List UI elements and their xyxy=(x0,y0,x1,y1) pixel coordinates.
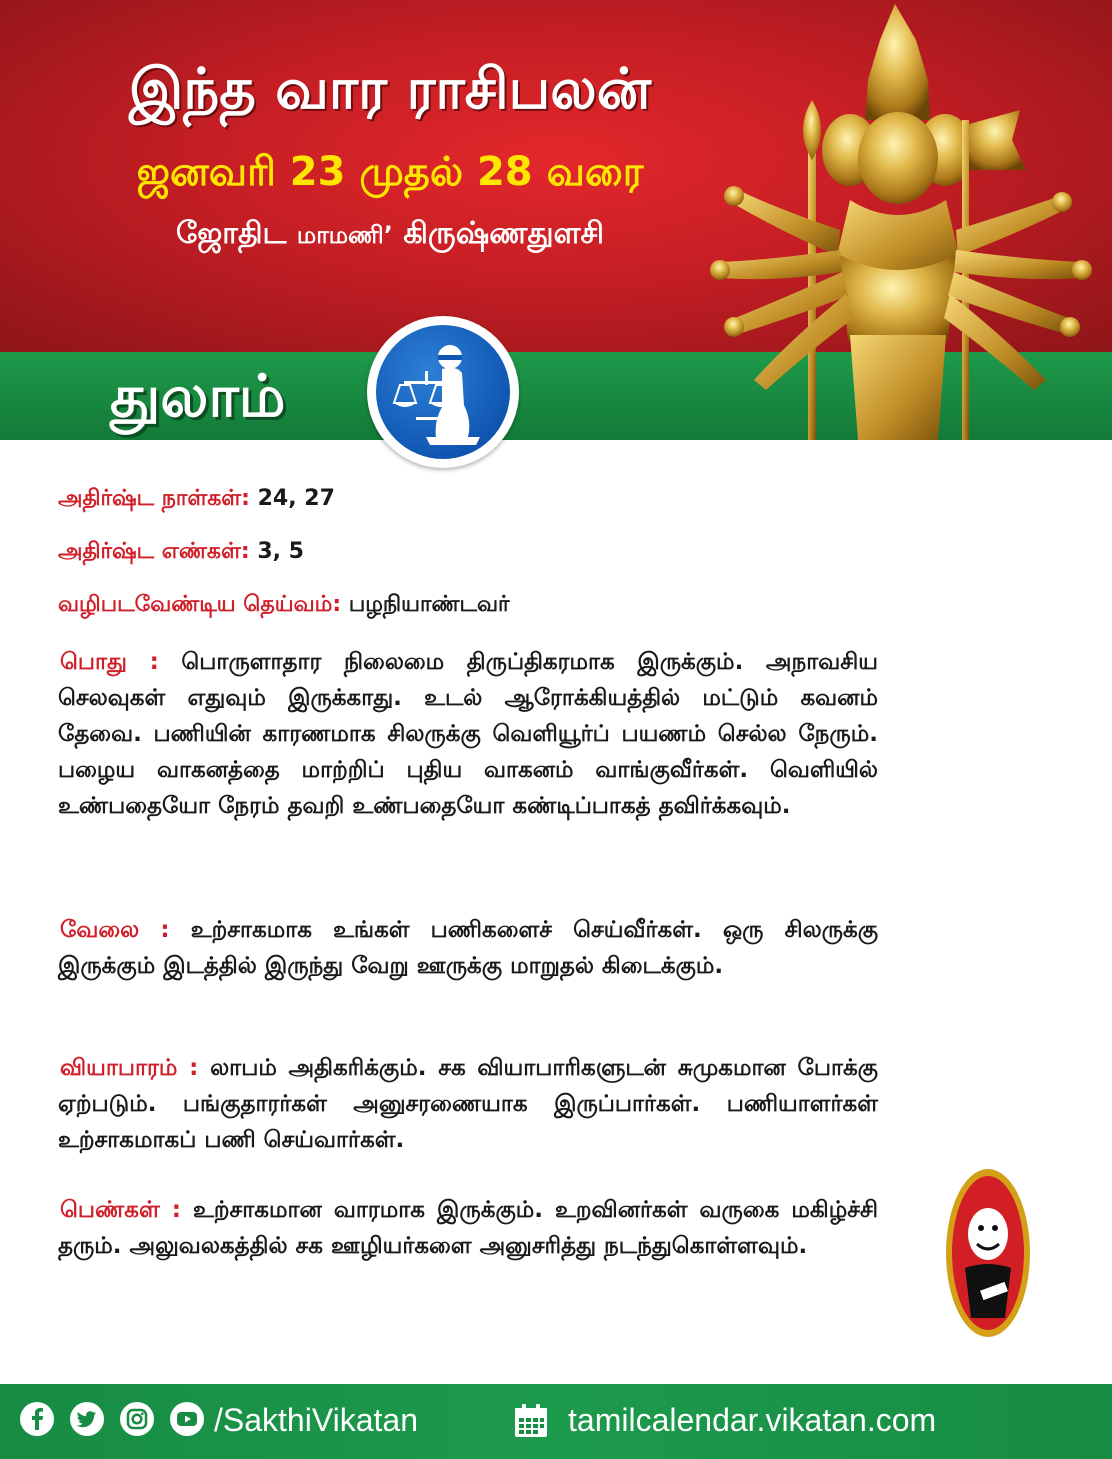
work-section xyxy=(58,912,878,984)
lucky-numbers-row xyxy=(58,537,304,567)
deity-label: வழிபடவேண்டிய தெய்வம்: xyxy=(58,592,342,617)
astrologer-name: கிருஷ்ணதுளசி xyxy=(403,216,605,251)
lucky-days-row xyxy=(58,484,335,514)
libra-scales-icon xyxy=(376,325,510,459)
zodiac-sign-name: துலாம் xyxy=(110,362,286,430)
lucky-days-label: அதிர்ஷ்ட நாள்கள்: xyxy=(58,486,250,511)
astrologer-credit xyxy=(90,214,690,255)
lucky-numbers-value: 3, 5 xyxy=(257,539,304,564)
lucky-numbers-label: அதிர்ஷ்ட எண்கள்: xyxy=(58,539,250,564)
date-range: ஜனவரி 23 முதல் 28 வரை xyxy=(136,149,644,195)
deity-row xyxy=(58,590,510,620)
work-text: உற்சாகமாக உங்கள் பணிகளைச் செய்வீர்கள். ஒரு சிலருக்கு இருக்கும் இடத்தில் இருந்து வேறு ஊருக்கு மாறுதல் கிடைக்கும். xyxy=(58,917,879,979)
calendar-icon xyxy=(512,1402,550,1440)
general-section xyxy=(58,644,878,824)
website-link[interactable]: tamilcalendar.vikatan.com xyxy=(568,1402,937,1438)
vikatan-mascot-logo xyxy=(945,1168,1031,1338)
deity-value: பழநியாண்டவர் xyxy=(348,592,510,617)
general-heading: பொது : xyxy=(60,649,159,675)
deity-statue-image xyxy=(690,0,1112,440)
social-handle[interactable]: /SakthiVikatan xyxy=(214,1402,418,1438)
lucky-days-value: 24, 27 xyxy=(257,486,335,511)
astrologer-prefix: ஜோதிட xyxy=(175,216,287,251)
women-text: உற்சாகமான வாரமாக இருக்கும். உறவினர்கள் வருகை மகிழ்ச்சி தரும். அலுவலகத்தில் சக ஊழியர்களை அனுசரித்து நடந்துகொள்ளவும். xyxy=(58,1197,878,1259)
footer-bar xyxy=(0,1384,1112,1459)
youtube-icon[interactable] xyxy=(170,1402,204,1436)
instagram-icon[interactable] xyxy=(120,1402,154,1436)
work-heading: வேலை : xyxy=(60,917,170,943)
facebook-icon[interactable] xyxy=(20,1402,54,1436)
page-title: இந்த வார ராசிபலன் xyxy=(128,57,652,122)
astrologer-title: மாமணி’ xyxy=(296,221,393,249)
business-text: லாபம் அதிகரிக்கும். சக வியாபாரிகளுடன் சுமுகமான போக்கு ஏற்படும். பங்குதாரர்கள் அனுசரணையாக இருப்பார்கள். பணியாளர்கள் உற்சாகமாகப் பணி செய்வார்கள். xyxy=(58,1055,878,1153)
zodiac-badge xyxy=(367,316,519,468)
twitter-icon[interactable] xyxy=(70,1402,104,1436)
women-section xyxy=(58,1192,878,1264)
business-section xyxy=(58,1050,878,1158)
general-text: பொருளாதார நிலைமை திருப்திகரமாக இருக்கும். அநாவசிய செலவுகள் எதுவும் இருக்காது. உடல் ஆரோக்கியத்தில் மட்டும் கவனம் தேவை. பணியின் காரணமாக சிலருக்கு வெளியூர்ப் பயணம் செல்ல நேரும். பழைய வாகனத்தை மாற்றிப் புதிய வாகனம் வாங்குவீர்கள். வெளியில் உண்பதையோ நேரம் தவறி உண்பதையோ கண்டிப்பாகத் தவிர்க்கவும். xyxy=(58,649,878,819)
business-heading: வியாபாரம் : xyxy=(60,1055,199,1081)
women-heading: பெண்கள் : xyxy=(60,1197,181,1223)
